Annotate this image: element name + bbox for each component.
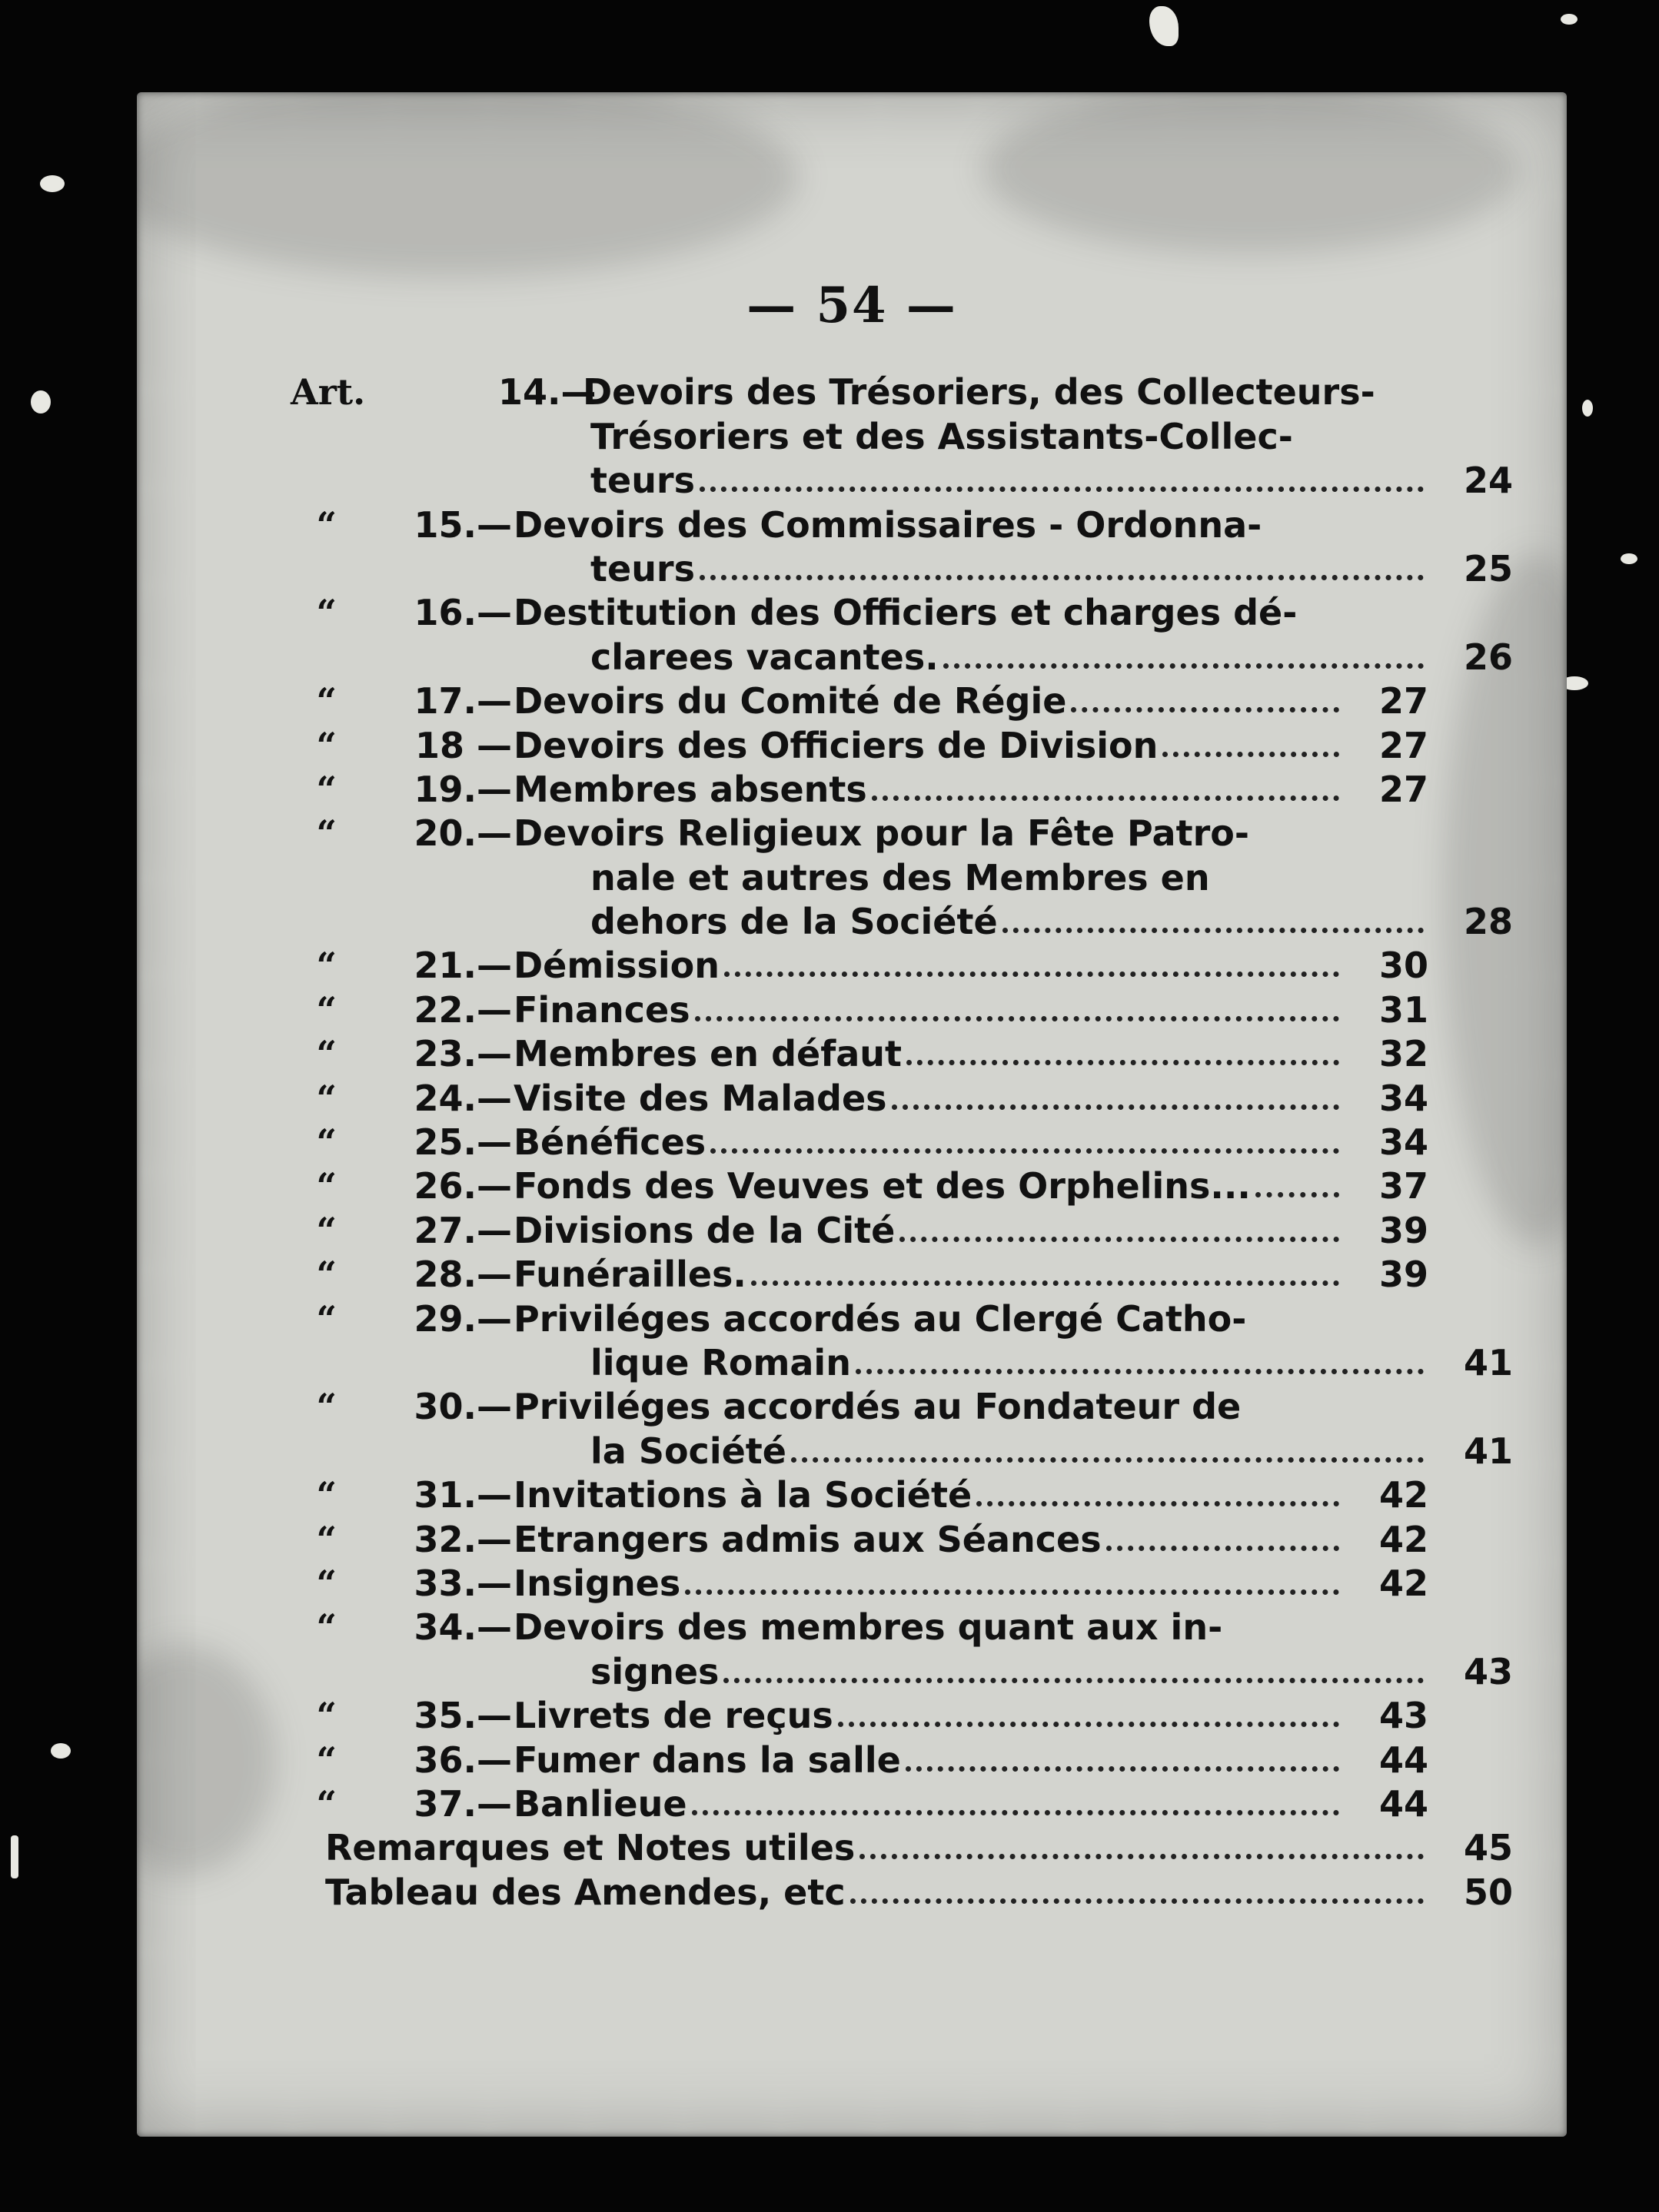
article-title: Bénéfices <box>514 1121 706 1164</box>
dot-leader <box>700 487 1424 492</box>
article-title: Démission <box>514 945 720 987</box>
article-number: 28.— <box>414 1254 512 1296</box>
article-title: Funérailles. <box>514 1254 746 1296</box>
ditto-mark: “ <box>316 1386 337 1428</box>
dust-speck <box>11 1835 18 1878</box>
article-number: 25.— <box>414 1121 512 1164</box>
article-title: Visite des Malades <box>514 1077 887 1119</box>
page-reference: 42 <box>1378 1562 1428 1604</box>
dot-leader <box>838 1722 1339 1727</box>
dust-speck <box>51 1743 71 1759</box>
article-number: 16.— <box>414 592 512 634</box>
dot-leader <box>892 1104 1339 1110</box>
dust-speck <box>1621 553 1637 564</box>
page-reference: 25 <box>1463 547 1513 590</box>
page-reference: 34 <box>1378 1077 1428 1119</box>
article-title: Banlieue <box>514 1782 687 1825</box>
article-title-continued: Trésoriers et des Assistants-Collec- <box>590 415 1293 457</box>
ditto-mark: “ <box>316 988 337 1031</box>
page-reference: 32 <box>1378 1033 1428 1075</box>
article-number: 23.— <box>414 1033 512 1075</box>
page-reference: 26 <box>1463 636 1513 678</box>
page-reference: 41 <box>1463 1430 1513 1472</box>
toc-row <box>137 1163 1567 1207</box>
article-title: Etrangers admis aux Séances <box>514 1518 1102 1560</box>
dot-leader <box>700 575 1424 580</box>
article-number: 21.— <box>414 945 512 987</box>
toc-row <box>137 766 1567 810</box>
article-title: Membres absents <box>514 768 867 810</box>
ditto-mark: “ <box>316 724 337 766</box>
page-reference: 44 <box>1378 1782 1428 1825</box>
dot-leader <box>1255 1192 1339 1197</box>
dot-leader <box>1071 707 1339 712</box>
ditto-mark: “ <box>316 1782 337 1825</box>
toc-row <box>137 722 1567 766</box>
ditto-mark: “ <box>316 503 337 546</box>
ditto-mark: “ <box>316 945 337 987</box>
article-number: 19.— <box>414 768 512 810</box>
toc-row <box>137 369 1567 413</box>
article-number: 20.— <box>414 812 512 855</box>
article-title: Invitations à la Société <box>514 1474 972 1516</box>
toc-row <box>137 1340 1567 1383</box>
article-title-continued: dehors de la Société <box>590 901 998 943</box>
article-title-continued: teurs <box>590 547 696 590</box>
toc-row <box>137 898 1567 942</box>
toc-row <box>137 810 1567 854</box>
article-title: Devoirs des Commissaires - Ordonna- <box>514 503 1262 546</box>
article-title: Destitution des Officiers et charges dé- <box>514 592 1298 634</box>
toc-row <box>137 1868 1567 1912</box>
page-reference: 43 <box>1463 1650 1513 1692</box>
page-reference: 44 <box>1378 1739 1428 1781</box>
page-reference: 27 <box>1378 768 1428 810</box>
article-number: 15.— <box>414 503 512 546</box>
page-number: — 54 — <box>746 277 957 334</box>
page-reference: 41 <box>1463 1341 1513 1383</box>
article-title-continued: clarees vacantes. <box>590 636 939 678</box>
article-title-continued: la Société <box>590 1430 786 1472</box>
page-reference: 31 <box>1378 988 1428 1031</box>
dot-leader <box>976 1501 1339 1506</box>
toc-row <box>137 590 1567 633</box>
toc-row <box>137 1074 1567 1118</box>
page-reference: 27 <box>1378 724 1428 766</box>
page-reference: 39 <box>1378 1209 1428 1251</box>
article-number: 33.— <box>414 1562 512 1604</box>
article-title: Priviléges accordés au Clergé Catho- <box>514 1297 1247 1340</box>
ditto-mark: “ <box>316 1695 337 1737</box>
article-title: Priviléges accordés au Fondateur de <box>514 1386 1242 1428</box>
dot-leader <box>899 1237 1339 1242</box>
toc-row <box>137 942 1567 986</box>
dust-speck <box>31 390 51 414</box>
page-reference: 27 <box>1378 680 1428 722</box>
page-reference: 28 <box>1463 901 1513 943</box>
article-title: Fumer dans la salle <box>514 1739 901 1781</box>
article-number: 14.— <box>498 371 597 414</box>
toc-row <box>137 1251 1567 1295</box>
dot-leader <box>1002 928 1424 933</box>
ditto-mark: “ <box>316 1474 337 1516</box>
article-title-continued: signes <box>590 1650 720 1692</box>
page-reference: 43 <box>1378 1695 1428 1737</box>
ditto-mark: “ <box>316 592 337 634</box>
ditto-mark: “ <box>316 1165 337 1207</box>
dot-leader <box>856 1369 1424 1374</box>
dust-speck <box>40 175 65 192</box>
dot-leader <box>685 1589 1339 1595</box>
dot-leader <box>751 1280 1339 1286</box>
dust-speck <box>1582 400 1593 417</box>
toc-row <box>137 678 1567 722</box>
article-title: Finances <box>514 988 690 1031</box>
dot-leader <box>859 1854 1424 1859</box>
article-title: Devoirs du Comité de Régie <box>514 680 1067 722</box>
dot-leader <box>906 1766 1339 1772</box>
page-reference: 42 <box>1378 1474 1428 1516</box>
page-reference: 30 <box>1378 945 1428 987</box>
dot-leader <box>695 1016 1339 1021</box>
toc-row <box>137 501 1567 545</box>
toc-row <box>137 1295 1567 1339</box>
ditto-mark: “ <box>316 1297 337 1340</box>
toc-row <box>137 986 1567 1030</box>
article-number: 35.— <box>414 1695 512 1737</box>
article-number: 18 — <box>414 724 512 766</box>
article-number: 27.— <box>414 1209 512 1251</box>
ditto-mark: “ <box>316 680 337 722</box>
dot-leader <box>791 1457 1424 1463</box>
article-number: 31.— <box>414 1474 512 1516</box>
article-title: Devoirs des Trésoriers, des Collecteurs- <box>583 371 1375 414</box>
article-number: 34.— <box>414 1606 512 1649</box>
toc-row <box>137 413 1567 457</box>
closing-title: Tableau des Amendes, etc <box>325 1871 846 1913</box>
ditto-mark: “ <box>316 1077 337 1119</box>
book-page <box>137 92 1567 2137</box>
page-reference: 39 <box>1378 1254 1428 1296</box>
page-reference: 37 <box>1378 1165 1428 1207</box>
toc-row <box>137 854 1567 898</box>
table-of-contents <box>137 369 1567 1913</box>
article-number: 30.— <box>414 1386 512 1428</box>
page-reference: 45 <box>1463 1827 1513 1869</box>
ditto-mark: “ <box>316 768 337 810</box>
article-number: 29.— <box>414 1297 512 1340</box>
article-title-continued: nale et autres des Membres en <box>590 856 1210 898</box>
toc-row <box>137 1427 1567 1471</box>
article-title: Livrets de reçus <box>514 1695 833 1737</box>
dot-leader <box>710 1148 1339 1154</box>
ditto-mark: “ <box>316 1606 337 1649</box>
dot-leader <box>1106 1546 1339 1551</box>
article-prefix: Art. <box>291 371 366 414</box>
toc-row <box>137 1472 1567 1516</box>
toc-row <box>137 1604 1567 1648</box>
toc-row <box>137 1207 1567 1250</box>
toc-row <box>137 1119 1567 1163</box>
toc-row <box>137 1781 1567 1825</box>
article-number: 24.— <box>414 1077 512 1119</box>
toc-row <box>137 546 1567 590</box>
dust-speck <box>1561 14 1578 25</box>
dot-leader <box>1162 752 1339 757</box>
toc-row <box>137 457 1567 501</box>
dot-leader <box>724 971 1339 977</box>
article-title: Fonds des Veuves et des Orphelins... <box>514 1165 1251 1207</box>
toc-row <box>137 1383 1567 1427</box>
dot-leader <box>872 795 1339 801</box>
page-reference: 42 <box>1378 1518 1428 1560</box>
page-reference: 24 <box>1463 460 1513 502</box>
article-title: Devoirs des membres quant aux in- <box>514 1606 1223 1649</box>
toc-row <box>137 1648 1567 1692</box>
closing-title: Remarques et Notes utiles <box>325 1827 856 1869</box>
article-title: Membres en défaut <box>514 1033 902 1075</box>
toc-row <box>137 1516 1567 1559</box>
ditto-mark: “ <box>316 1209 337 1251</box>
article-number: 22.— <box>414 988 512 1031</box>
ditto-mark: “ <box>316 1033 337 1075</box>
page-reference: 50 <box>1463 1871 1513 1913</box>
article-number: 17.— <box>414 680 512 722</box>
toc-row <box>137 1825 1567 1868</box>
toc-row <box>137 633 1567 677</box>
ditto-mark: “ <box>316 1562 337 1604</box>
dot-leader <box>906 1060 1339 1065</box>
article-number: 32.— <box>414 1518 512 1560</box>
article-title: Divisions de la Cité <box>514 1209 896 1251</box>
ditto-mark: “ <box>316 1518 337 1560</box>
article-number: 26.— <box>414 1165 512 1207</box>
article-title: Insignes <box>514 1562 681 1604</box>
article-number: 37.— <box>414 1782 512 1825</box>
ditto-mark: “ <box>316 1121 337 1164</box>
article-number: 36.— <box>414 1739 512 1781</box>
page-reference: 34 <box>1378 1121 1428 1164</box>
article-title-continued: teurs <box>590 460 696 502</box>
toc-row <box>137 1692 1567 1736</box>
ditto-mark: “ <box>316 812 337 855</box>
dot-leader <box>943 663 1424 669</box>
dust-speck <box>1149 6 1179 46</box>
article-title-continued: lique Romain <box>590 1341 851 1383</box>
article-title: Devoirs Religieux pour la Fête Patro- <box>514 812 1249 855</box>
toc-row <box>137 1736 1567 1780</box>
article-title: Devoirs des Officiers de Division <box>514 724 1159 766</box>
toc-row <box>137 1560 1567 1604</box>
dot-leader <box>723 1678 1424 1683</box>
dot-leader <box>850 1898 1424 1904</box>
dot-leader <box>692 1810 1339 1815</box>
ditto-mark: “ <box>316 1254 337 1296</box>
ditto-mark: “ <box>316 1739 337 1781</box>
toc-row <box>137 1031 1567 1074</box>
